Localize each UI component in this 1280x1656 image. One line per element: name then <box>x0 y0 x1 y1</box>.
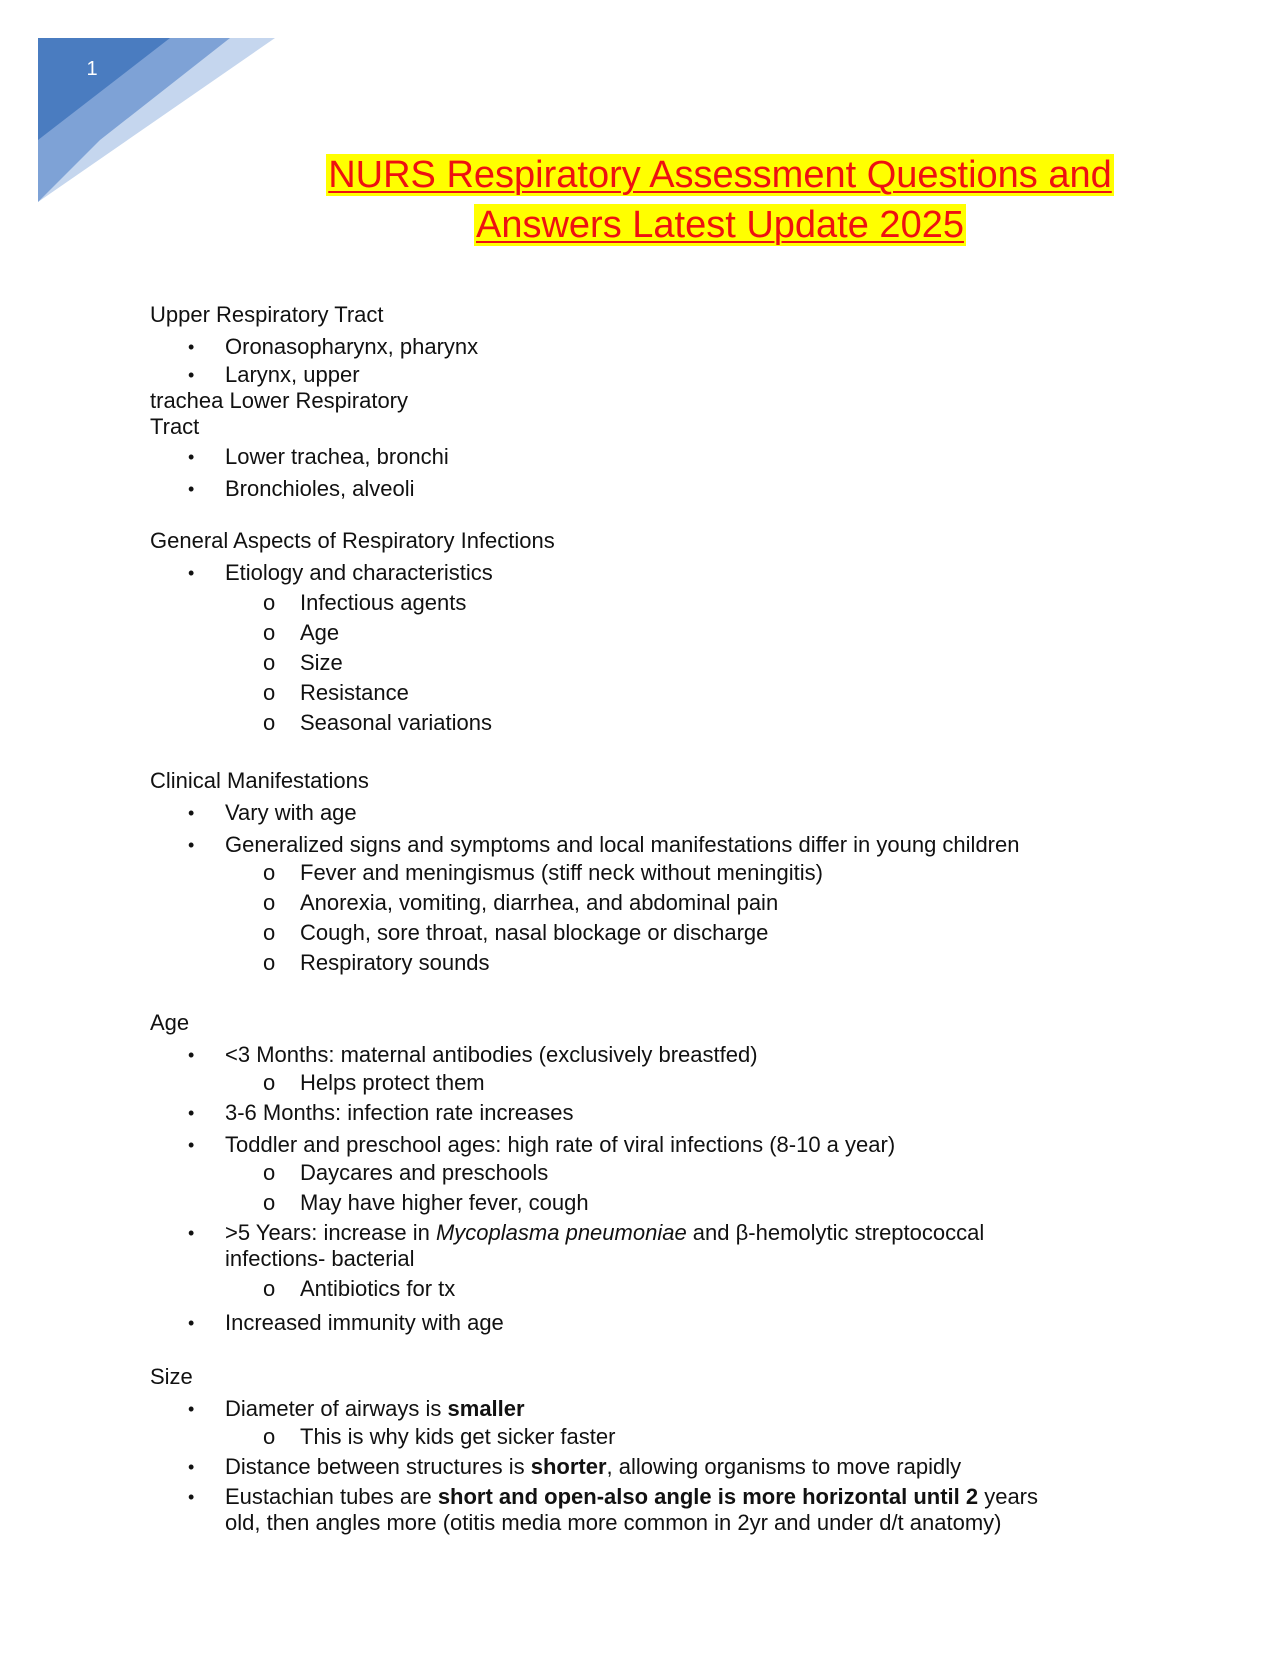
wrapped-text: trachea Lower Respiratory <box>150 388 409 413</box>
list-item: • Generalized signs and symptoms and local manifestations differ in young children <box>150 832 1150 858</box>
sub-marker: o <box>263 1424 276 1449</box>
list-item: • Etiology and characteristics <box>150 560 1150 586</box>
sub-marker: o <box>263 620 276 645</box>
sub-list-item <box>150 620 1150 646</box>
sub-item-text: Helps protect them <box>300 1070 485 1095</box>
wrapped-text: Tract <box>150 414 200 439</box>
emphasis: shorter <box>530 1454 607 1479</box>
text-run: Diameter of airways is <box>225 1396 448 1421</box>
page-number: 1 <box>86 58 98 80</box>
sub-list-item <box>150 920 1150 946</box>
corner-decoration <box>0 0 300 220</box>
sub-item-text: Fever and meningismus (stiff neck without meningitis) <box>300 860 823 885</box>
sub-list-item <box>150 1190 1150 1216</box>
sub-list-item <box>150 1160 1150 1186</box>
sub-list-item <box>150 860 1150 886</box>
sub-list-item <box>150 590 1150 616</box>
sub-item-text: This is why kids get sicker faster <box>300 1424 616 1449</box>
sub-marker: o <box>263 710 276 735</box>
sub-marker: o <box>263 1070 276 1095</box>
sub-item-text: Respiratory sounds <box>300 950 490 975</box>
text-run: years <box>978 1484 1039 1509</box>
sub-marker: o <box>263 1190 276 1215</box>
sub-item-text: Seasonal variations <box>300 710 493 735</box>
text-run: , allowing organisms to move rapidly <box>606 1454 962 1479</box>
list-item: • 3-6 Months: infection rate increases <box>150 1100 1150 1126</box>
list-item: • Larynx, upper <box>150 362 1150 388</box>
sub-marker: o <box>263 1160 276 1185</box>
text-run: infections- bacterial <box>225 1246 415 1271</box>
list-item <box>150 1484 1150 1536</box>
sub-marker: o <box>263 680 276 705</box>
list-item: • Bronchioles, alveoli <box>150 476 1150 502</box>
sub-marker: o <box>263 920 276 945</box>
sub-item-text: Anorexia, vomiting, diarrhea, and abdominal pain <box>300 890 779 915</box>
sub-marker: o <box>263 650 276 675</box>
list-item: • <3 Months: maternal antibodies (exclusively breastfed) <box>150 1042 1150 1068</box>
section-heading-clinical: Clinical Manifestations <box>150 768 369 793</box>
document-body <box>150 302 1150 1536</box>
sub-item-text: Cough, sore throat, nasal blockage or discharge <box>300 920 769 945</box>
title-line-2: Answers Latest Update 2025 <box>476 204 964 246</box>
sub-marker: o <box>263 1276 276 1301</box>
sub-list-item <box>150 950 1150 976</box>
sub-item-text: Age <box>300 620 340 645</box>
sub-list-item <box>150 1070 1150 1096</box>
emphasis: smaller <box>447 1396 525 1421</box>
sub-marker: o <box>263 860 276 885</box>
sub-marker: o <box>263 590 276 615</box>
sub-list-item <box>150 1424 1150 1450</box>
list-item <box>150 1454 1150 1480</box>
text-run: Eustachian tubes are <box>225 1484 438 1509</box>
list-item: • Lower trachea, bronchi <box>150 444 1150 470</box>
sub-item-text: Antibiotics for tx <box>300 1276 456 1301</box>
sub-marker: o <box>263 890 276 915</box>
section-heading-general: General Aspects of Respiratory Infections <box>150 528 555 553</box>
sub-list-item <box>150 1276 1150 1302</box>
sub-list-item <box>150 650 1150 676</box>
organism-name: Mycoplasma pneumoniae <box>435 1220 687 1245</box>
page-title <box>300 150 1140 250</box>
text-run: old, then angles more (otitis media more common in 2yr and under d/t anatomy) <box>225 1510 1002 1535</box>
sub-list-item <box>150 890 1150 916</box>
sub-item-text: Infectious agents <box>300 590 467 615</box>
section-heading-age: Age <box>150 1010 190 1035</box>
text-run: >5 Years: increase in <box>225 1220 436 1245</box>
list-item <box>150 1396 1150 1422</box>
list-item: • Toddler and preschool ages: high rate of viral infections (8-10 a year) <box>150 1132 1150 1158</box>
sub-list-item <box>150 710 1150 736</box>
sub-marker: o <box>263 950 276 975</box>
list-item: • Increased immunity with age <box>150 1310 1150 1336</box>
emphasis: short and open-also angle is more horizontal until 2 <box>437 1484 979 1509</box>
section-heading-size: Size <box>150 1364 193 1389</box>
sub-item-text: Resistance <box>300 680 409 705</box>
title-line-1: NURS Respiratory Assessment Questions and <box>328 154 1112 196</box>
text-run: and β-hemolytic streptococcal <box>686 1220 985 1245</box>
list-item: • Oronasopharynx, pharynx <box>150 334 1150 360</box>
list-item: • Vary with age <box>150 800 1150 826</box>
sub-list-item <box>150 680 1150 706</box>
sub-item-text: May have higher fever, cough <box>300 1190 589 1215</box>
list-item <box>150 1220 1150 1272</box>
sub-item-text: Size <box>300 650 343 675</box>
text-run: Distance between structures is <box>225 1454 531 1479</box>
section-heading-upper: Upper Respiratory Tract <box>150 302 384 327</box>
sub-item-text: Daycares and preschools <box>300 1160 549 1185</box>
